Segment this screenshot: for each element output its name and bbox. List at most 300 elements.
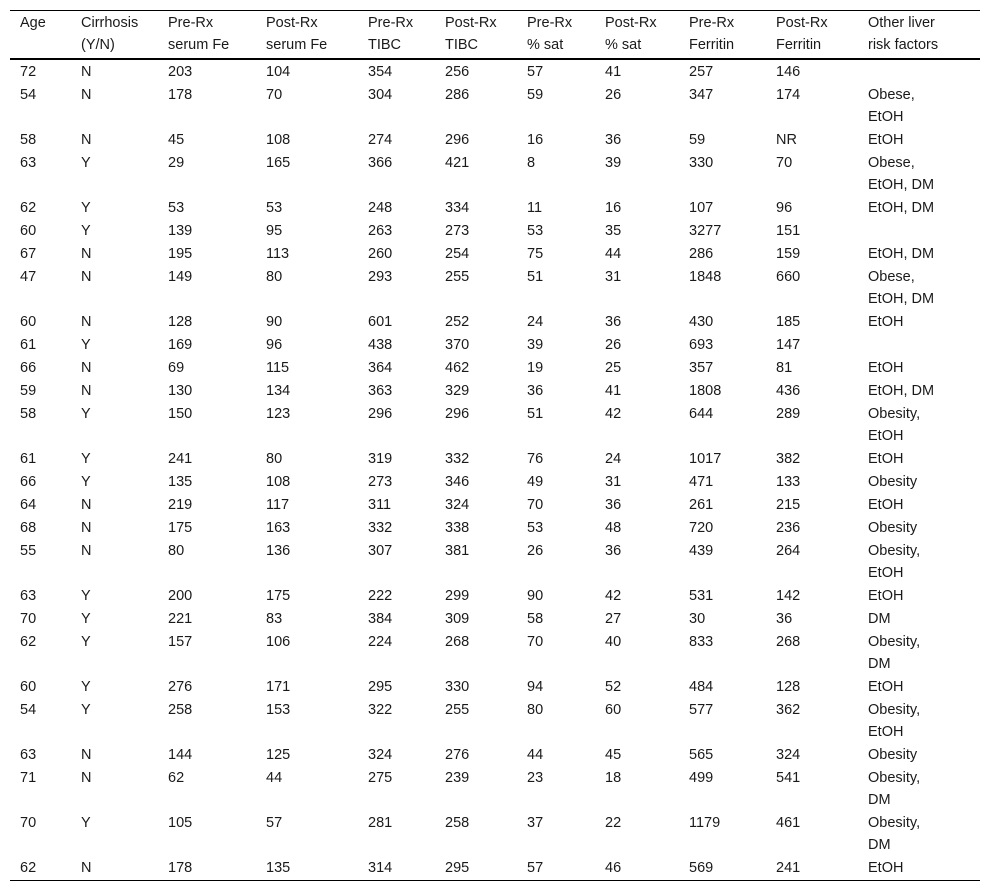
cell-line: DM bbox=[868, 837, 891, 853]
cell-pre-rx-ferritin: 577 bbox=[689, 702, 714, 718]
cell-line: EtOH, DM bbox=[868, 246, 935, 262]
column-header-post-rx-sat bbox=[595, 11, 679, 60]
cell-post-rx-ferritin: 362 bbox=[776, 702, 801, 718]
cell-pre-rx-serum-fe: 175 bbox=[168, 520, 193, 536]
cell-line: Obesity, bbox=[868, 634, 921, 650]
cell-cirrhosis: N bbox=[81, 383, 92, 399]
table-row bbox=[10, 380, 980, 403]
cell-post-rx-serum-fe: 123 bbox=[266, 406, 291, 422]
cell-cirrhosis: Y bbox=[81, 588, 91, 604]
patient-iron-table bbox=[10, 10, 980, 881]
cell-line: EtOH bbox=[868, 588, 904, 604]
table-row bbox=[10, 494, 980, 517]
cell-line: Obesity bbox=[868, 520, 918, 536]
cell-post-rx-serum-fe: 153 bbox=[266, 702, 291, 718]
table-row bbox=[10, 220, 980, 243]
cell-age: 59 bbox=[20, 383, 37, 399]
column-header-line: Post-Rx bbox=[266, 15, 318, 31]
cell-pre-rx-sat: 94 bbox=[527, 679, 544, 695]
cell-other-liver-risk-factors bbox=[858, 197, 980, 220]
cell-post-rx-serum-fe: 134 bbox=[266, 383, 291, 399]
cell-pre-rx-tibc: 296 bbox=[368, 406, 393, 422]
cell-other-liver-risk-factors bbox=[858, 357, 980, 380]
cell-post-rx-serum-fe: 90 bbox=[266, 314, 283, 330]
cell-line: Obese, bbox=[868, 155, 915, 171]
cell-pre-rx-tibc: 293 bbox=[368, 269, 393, 285]
cell-pre-rx-ferritin: 330 bbox=[689, 155, 714, 171]
table-row bbox=[10, 767, 980, 812]
cell-post-rx-tibc: 324 bbox=[445, 497, 470, 513]
cell-pre-rx-ferritin: 357 bbox=[689, 360, 714, 376]
cell-other-liver-risk-factors bbox=[858, 494, 980, 517]
cell-post-rx-tibc: 421 bbox=[445, 155, 470, 171]
cell-post-rx-sat: 44 bbox=[605, 246, 622, 262]
cell-line: EtOH, DM bbox=[868, 383, 935, 399]
cell-other-liver-risk-factors bbox=[858, 243, 980, 266]
cell-post-rx-sat: 42 bbox=[605, 406, 622, 422]
cell-post-rx-serum-fe: 117 bbox=[266, 497, 290, 513]
cell-post-rx-ferritin: NR bbox=[776, 132, 797, 148]
cell-post-rx-tibc: 381 bbox=[445, 543, 470, 559]
cell-post-rx-ferritin: 268 bbox=[776, 634, 801, 650]
cell-cirrhosis: Y bbox=[81, 815, 91, 831]
column-header-line: Post-Rx bbox=[445, 15, 497, 31]
cell-post-rx-sat: 35 bbox=[605, 223, 622, 239]
cell-pre-rx-sat: 37 bbox=[527, 815, 544, 831]
cell-pre-rx-serum-fe: 45 bbox=[168, 132, 185, 148]
cell-post-rx-tibc: 255 bbox=[445, 702, 470, 718]
cell-pre-rx-sat: 11 bbox=[527, 200, 543, 216]
cell-post-rx-ferritin: 81 bbox=[776, 360, 793, 376]
cell-other-liver-risk-factors bbox=[858, 744, 980, 767]
cell-age: 61 bbox=[20, 451, 37, 467]
table-row bbox=[10, 84, 980, 129]
table-row bbox=[10, 744, 980, 767]
column-header-post-rx-tibc bbox=[435, 11, 517, 60]
cell-pre-rx-ferritin: 833 bbox=[689, 634, 714, 650]
cell-pre-rx-ferritin: 261 bbox=[689, 497, 714, 513]
cell-pre-rx-sat: 76 bbox=[527, 451, 544, 467]
cell-pre-rx-ferritin: 439 bbox=[689, 543, 714, 559]
cell-age: 60 bbox=[20, 679, 37, 695]
cell-pre-rx-serum-fe: 195 bbox=[168, 246, 193, 262]
table-row bbox=[10, 857, 980, 881]
cell-post-rx-serum-fe: 57 bbox=[266, 815, 283, 831]
cell-pre-rx-tibc: 275 bbox=[368, 770, 393, 786]
cell-other-liver-risk-factors bbox=[858, 84, 980, 129]
cell-pre-rx-serum-fe: 178 bbox=[168, 87, 193, 103]
cell-age: 47 bbox=[20, 269, 37, 285]
cell-pre-rx-sat: 80 bbox=[527, 702, 544, 718]
cell-line: Obesity bbox=[868, 747, 918, 763]
cell-line: Obese, bbox=[868, 269, 915, 285]
cell-post-rx-tibc: 254 bbox=[445, 246, 470, 262]
cell-cirrhosis: N bbox=[81, 747, 92, 763]
cell-pre-rx-ferritin: 107 bbox=[689, 200, 714, 216]
cell-line: Obese, bbox=[868, 87, 915, 103]
cell-pre-rx-ferritin: 347 bbox=[689, 87, 714, 103]
column-header-cirrhosis bbox=[71, 11, 158, 60]
cell-pre-rx-ferritin: 471 bbox=[689, 474, 714, 490]
column-header-pre-rx-sat bbox=[517, 11, 595, 60]
cell-pre-rx-ferritin: 3277 bbox=[689, 223, 722, 239]
cell-post-rx-tibc: 299 bbox=[445, 588, 470, 604]
cell-pre-rx-serum-fe: 221 bbox=[168, 611, 193, 627]
cell-post-rx-ferritin: 236 bbox=[776, 520, 801, 536]
cell-pre-rx-serum-fe: 29 bbox=[168, 155, 185, 171]
cell-line: EtOH bbox=[868, 565, 904, 581]
cell-line: EtOH bbox=[868, 860, 904, 876]
cell-pre-rx-tibc: 384 bbox=[368, 611, 393, 627]
cell-pre-rx-sat: 51 bbox=[527, 269, 544, 285]
cell-line: Obesity, bbox=[868, 543, 921, 559]
cell-pre-rx-sat: 53 bbox=[527, 223, 544, 239]
cell-post-rx-sat: 45 bbox=[605, 747, 622, 763]
cell-pre-rx-tibc: 224 bbox=[368, 634, 393, 650]
cell-pre-rx-tibc: 319 bbox=[368, 451, 393, 467]
cell-pre-rx-ferritin: 430 bbox=[689, 314, 714, 330]
cell-post-rx-ferritin: 324 bbox=[776, 747, 801, 763]
cell-post-rx-ferritin: 142 bbox=[776, 588, 801, 604]
cell-age: 66 bbox=[20, 474, 37, 490]
cell-pre-rx-tibc: 273 bbox=[368, 474, 393, 490]
cell-post-rx-ferritin: 146 bbox=[776, 64, 801, 80]
table-row bbox=[10, 197, 980, 220]
cell-pre-rx-tibc: 304 bbox=[368, 87, 393, 103]
cell-post-rx-ferritin: 382 bbox=[776, 451, 801, 467]
column-header-line: Pre-Rx bbox=[168, 15, 214, 31]
cell-post-rx-sat: 39 bbox=[605, 155, 622, 171]
cell-line: Obesity, bbox=[868, 770, 921, 786]
cell-age: 62 bbox=[20, 634, 37, 650]
cell-line: EtOH bbox=[868, 428, 904, 444]
cell-age: 70 bbox=[20, 815, 37, 831]
cell-pre-rx-tibc: 366 bbox=[368, 155, 393, 171]
cell-pre-rx-serum-fe: 144 bbox=[168, 747, 193, 763]
cell-other-liver-risk-factors bbox=[858, 448, 980, 471]
cell-post-rx-tibc: 330 bbox=[445, 679, 470, 695]
cell-post-rx-ferritin: 660 bbox=[776, 269, 801, 285]
cell-line: EtOH, DM bbox=[868, 177, 935, 193]
cell-pre-rx-tibc: 363 bbox=[368, 383, 393, 399]
cell-age: 66 bbox=[20, 360, 37, 376]
cell-other-liver-risk-factors bbox=[858, 767, 980, 812]
column-header-post-rx-serum-fe bbox=[256, 11, 358, 60]
cell-line: EtOH bbox=[868, 724, 904, 740]
cell-post-rx-serum-fe: 83 bbox=[266, 611, 283, 627]
cell-pre-rx-sat: 57 bbox=[527, 64, 544, 80]
cell-post-rx-sat: 22 bbox=[605, 815, 622, 831]
cell-post-rx-sat: 31 bbox=[605, 269, 622, 285]
table-row bbox=[10, 517, 980, 540]
table-header bbox=[10, 11, 980, 60]
cell-pre-rx-sat: 26 bbox=[527, 543, 544, 559]
cell-pre-rx-serum-fe: 241 bbox=[168, 451, 193, 467]
cell-cirrhosis: N bbox=[81, 132, 92, 148]
cell-post-rx-ferritin: 436 bbox=[776, 383, 801, 399]
column-header-pre-rx-ferritin bbox=[679, 11, 766, 60]
cell-line: EtOH bbox=[868, 497, 904, 513]
cell-post-rx-serum-fe: 135 bbox=[266, 860, 291, 876]
cell-post-rx-sat: 36 bbox=[605, 543, 622, 559]
cell-post-rx-ferritin: 128 bbox=[776, 679, 801, 695]
column-header-line: Pre-Rx bbox=[689, 15, 735, 31]
cell-post-rx-sat: 36 bbox=[605, 132, 622, 148]
cell-post-rx-ferritin: 151 bbox=[776, 223, 801, 239]
cell-post-rx-tibc: 338 bbox=[445, 520, 470, 536]
cell-other-liver-risk-factors bbox=[858, 152, 980, 197]
cell-pre-rx-tibc: 438 bbox=[368, 337, 393, 353]
cell-other-liver-risk-factors bbox=[858, 585, 980, 608]
cell-pre-rx-ferritin: 644 bbox=[689, 406, 714, 422]
cell-pre-rx-serum-fe: 200 bbox=[168, 588, 193, 604]
table-row bbox=[10, 699, 980, 744]
cell-cirrhosis: Y bbox=[81, 679, 91, 695]
cell-pre-rx-sat: 8 bbox=[527, 155, 536, 171]
cell-post-rx-sat: 36 bbox=[605, 314, 622, 330]
column-header-line: Post-Rx bbox=[605, 15, 657, 31]
cell-pre-rx-tibc: 274 bbox=[368, 132, 393, 148]
column-header-line: % sat bbox=[605, 37, 642, 53]
cell-other-liver-risk-factors bbox=[858, 540, 980, 585]
column-header-line: TIBC bbox=[445, 37, 479, 53]
cell-post-rx-sat: 52 bbox=[605, 679, 622, 695]
cell-age: 63 bbox=[20, 747, 37, 763]
cell-post-rx-tibc: 295 bbox=[445, 860, 470, 876]
cell-post-rx-ferritin: 289 bbox=[776, 406, 801, 422]
cell-cirrhosis: N bbox=[81, 543, 92, 559]
cell-cirrhosis: Y bbox=[81, 451, 91, 467]
cell-other-liver-risk-factors bbox=[858, 517, 980, 540]
cell-cirrhosis: Y bbox=[81, 337, 91, 353]
cell-cirrhosis: Y bbox=[81, 155, 91, 171]
cell-other-liver-risk-factors bbox=[858, 380, 980, 403]
cell-line: EtOH bbox=[868, 679, 904, 695]
cell-cirrhosis: N bbox=[81, 246, 92, 262]
cell-pre-rx-ferritin: 569 bbox=[689, 860, 714, 876]
cell-line: Obesity, bbox=[868, 702, 921, 718]
cell-age: 60 bbox=[20, 314, 37, 330]
cell-pre-rx-sat: 70 bbox=[527, 497, 544, 513]
cell-pre-rx-ferritin: 286 bbox=[689, 246, 714, 262]
cell-post-rx-serum-fe: 108 bbox=[266, 132, 291, 148]
cell-pre-rx-tibc: 295 bbox=[368, 679, 393, 695]
cell-cirrhosis: Y bbox=[81, 223, 91, 239]
cell-pre-rx-ferritin: 720 bbox=[689, 520, 714, 536]
cell-pre-rx-sat: 70 bbox=[527, 634, 544, 650]
cell-pre-rx-sat: 53 bbox=[527, 520, 544, 536]
cell-pre-rx-serum-fe: 69 bbox=[168, 360, 185, 376]
cell-pre-rx-sat: 58 bbox=[527, 611, 544, 627]
cell-pre-rx-sat: 49 bbox=[527, 474, 544, 490]
cell-pre-rx-serum-fe: 53 bbox=[168, 200, 185, 216]
cell-age: 63 bbox=[20, 155, 37, 171]
cell-other-liver-risk-factors bbox=[858, 608, 980, 631]
cell-pre-rx-sat: 59 bbox=[527, 87, 544, 103]
column-header-line: Other liver bbox=[868, 15, 935, 31]
cell-post-rx-serum-fe: 136 bbox=[266, 543, 291, 559]
cell-post-rx-ferritin: 174 bbox=[776, 87, 801, 103]
cell-post-rx-serum-fe: 95 bbox=[266, 223, 283, 239]
cell-age: 60 bbox=[20, 223, 37, 239]
cell-pre-rx-sat: 19 bbox=[527, 360, 544, 376]
cell-post-rx-tibc: 252 bbox=[445, 314, 470, 330]
column-header-line: Ferritin bbox=[689, 37, 735, 53]
column-header-line: Age bbox=[20, 15, 46, 31]
cell-pre-rx-tibc: 281 bbox=[368, 815, 393, 831]
cell-post-rx-tibc: 296 bbox=[445, 132, 470, 148]
cell-pre-rx-serum-fe: 149 bbox=[168, 269, 193, 285]
cell-post-rx-sat: 41 bbox=[605, 383, 622, 399]
cell-post-rx-ferritin: 36 bbox=[776, 611, 793, 627]
cell-post-rx-ferritin: 147 bbox=[776, 337, 801, 353]
cell-pre-rx-sat: 44 bbox=[527, 747, 544, 763]
table-row bbox=[10, 243, 980, 266]
cell-post-rx-sat: 27 bbox=[605, 611, 622, 627]
cell-post-rx-ferritin: 70 bbox=[776, 155, 793, 171]
cell-post-rx-sat: 24 bbox=[605, 451, 622, 467]
table-row bbox=[10, 334, 980, 357]
cell-pre-rx-ferritin: 565 bbox=[689, 747, 714, 763]
cell-pre-rx-ferritin: 1808 bbox=[689, 383, 722, 399]
cell-post-rx-tibc: 296 bbox=[445, 406, 470, 422]
cell-pre-rx-ferritin: 1848 bbox=[689, 269, 722, 285]
cell-post-rx-serum-fe: 175 bbox=[266, 588, 291, 604]
cell-post-rx-sat: 41 bbox=[605, 64, 622, 80]
cell-other-liver-risk-factors bbox=[858, 266, 980, 311]
cell-line: DM bbox=[868, 656, 891, 672]
table-row bbox=[10, 266, 980, 311]
cell-other-liver-risk-factors bbox=[858, 471, 980, 494]
cell-cirrhosis: N bbox=[81, 497, 92, 513]
cell-pre-rx-tibc: 263 bbox=[368, 223, 393, 239]
cell-cirrhosis: N bbox=[81, 269, 92, 285]
cell-pre-rx-tibc: 248 bbox=[368, 200, 393, 216]
cell-post-rx-serum-fe: 104 bbox=[266, 64, 291, 80]
column-header-line: Cirrhosis bbox=[81, 15, 139, 31]
cell-pre-rx-ferritin: 1017 bbox=[689, 451, 722, 467]
cell-other-liver-risk-factors bbox=[858, 631, 980, 676]
cell-age: 70 bbox=[20, 611, 37, 627]
cell-pre-rx-sat: 51 bbox=[527, 406, 544, 422]
cell-post-rx-sat: 16 bbox=[605, 200, 622, 216]
cell-cirrhosis: Y bbox=[81, 406, 91, 422]
cell-pre-rx-serum-fe: 203 bbox=[168, 64, 193, 80]
cell-other-liver-risk-factors bbox=[858, 812, 980, 857]
column-header-other-liver-risk-factors bbox=[858, 11, 980, 60]
cell-pre-rx-tibc: 364 bbox=[368, 360, 393, 376]
cell-cirrhosis: Y bbox=[81, 702, 91, 718]
cell-pre-rx-ferritin: 484 bbox=[689, 679, 714, 695]
cell-pre-rx-sat: 36 bbox=[527, 383, 544, 399]
cell-post-rx-serum-fe: 171 bbox=[266, 679, 291, 695]
cell-other-liver-risk-factors bbox=[858, 220, 980, 243]
cell-pre-rx-sat: 39 bbox=[527, 337, 544, 353]
cell-post-rx-serum-fe: 70 bbox=[266, 87, 283, 103]
cell-pre-rx-serum-fe: 178 bbox=[168, 860, 193, 876]
cell-post-rx-serum-fe: 165 bbox=[266, 155, 291, 171]
cell-pre-rx-tibc: 260 bbox=[368, 246, 393, 262]
cell-post-rx-tibc: 332 bbox=[445, 451, 470, 467]
cell-pre-rx-sat: 16 bbox=[527, 132, 544, 148]
table-row bbox=[10, 152, 980, 197]
cell-post-rx-tibc: 273 bbox=[445, 223, 470, 239]
table-body bbox=[10, 59, 980, 881]
cell-post-rx-sat: 31 bbox=[605, 474, 622, 490]
cell-other-liver-risk-factors bbox=[858, 311, 980, 334]
cell-post-rx-ferritin: 241 bbox=[776, 860, 801, 876]
data-table-container bbox=[10, 10, 980, 881]
column-header-line: TIBC bbox=[368, 37, 402, 53]
cell-post-rx-sat: 60 bbox=[605, 702, 622, 718]
cell-post-rx-tibc: 329 bbox=[445, 383, 470, 399]
table-row bbox=[10, 357, 980, 380]
cell-pre-rx-tibc: 222 bbox=[368, 588, 393, 604]
cell-pre-rx-tibc: 601 bbox=[368, 314, 393, 330]
cell-post-rx-ferritin: 215 bbox=[776, 497, 801, 513]
cell-post-rx-tibc: 462 bbox=[445, 360, 470, 376]
cell-pre-rx-tibc: 354 bbox=[368, 64, 393, 80]
cell-post-rx-serum-fe: 80 bbox=[266, 269, 283, 285]
cell-cirrhosis: N bbox=[81, 770, 92, 786]
cell-line: Obesity bbox=[868, 474, 918, 490]
cell-post-rx-ferritin: 185 bbox=[776, 314, 801, 330]
cell-pre-rx-tibc: 332 bbox=[368, 520, 393, 536]
table-row bbox=[10, 403, 980, 448]
cell-post-rx-sat: 25 bbox=[605, 360, 622, 376]
cell-post-rx-tibc: 258 bbox=[445, 815, 470, 831]
column-header-line: Ferritin bbox=[776, 37, 822, 53]
cell-age: 61 bbox=[20, 337, 37, 353]
cell-pre-rx-tibc: 314 bbox=[368, 860, 393, 876]
cell-age: 62 bbox=[20, 200, 37, 216]
table-row bbox=[10, 608, 980, 631]
cell-age: 71 bbox=[20, 770, 37, 786]
column-header-line: Pre-Rx bbox=[368, 15, 414, 31]
cell-post-rx-ferritin: 264 bbox=[776, 543, 801, 559]
cell-post-rx-sat: 46 bbox=[605, 860, 622, 876]
cell-line: EtOH, DM bbox=[868, 200, 935, 216]
cell-other-liver-risk-factors bbox=[858, 129, 980, 152]
cell-other-liver-risk-factors bbox=[858, 403, 980, 448]
cell-pre-rx-serum-fe: 150 bbox=[168, 406, 193, 422]
cell-cirrhosis: N bbox=[81, 520, 92, 536]
cell-post-rx-serum-fe: 125 bbox=[266, 747, 291, 763]
cell-cirrhosis: Y bbox=[81, 200, 91, 216]
cell-pre-rx-tibc: 324 bbox=[368, 747, 393, 763]
cell-age: 64 bbox=[20, 497, 37, 513]
cell-post-rx-tibc: 255 bbox=[445, 269, 470, 285]
cell-post-rx-sat: 26 bbox=[605, 87, 622, 103]
cell-line: DM bbox=[868, 611, 891, 627]
cell-pre-rx-serum-fe: 135 bbox=[168, 474, 193, 490]
cell-line: Obesity, bbox=[868, 406, 921, 422]
table-row bbox=[10, 311, 980, 334]
cell-other-liver-risk-factors bbox=[858, 59, 980, 84]
cell-pre-rx-ferritin: 693 bbox=[689, 337, 714, 353]
column-header-line: serum Fe bbox=[266, 37, 328, 53]
cell-pre-rx-ferritin: 59 bbox=[689, 132, 706, 148]
column-header-line: (Y/N) bbox=[81, 37, 115, 53]
cell-pre-rx-tibc: 322 bbox=[368, 702, 393, 718]
cell-post-rx-sat: 42 bbox=[605, 588, 622, 604]
cell-post-rx-sat: 36 bbox=[605, 497, 622, 513]
column-header-line: Post-Rx bbox=[776, 15, 828, 31]
cell-pre-rx-tibc: 311 bbox=[368, 497, 392, 513]
table-row bbox=[10, 812, 980, 857]
column-header-line: serum Fe bbox=[168, 37, 230, 53]
cell-line: EtOH bbox=[868, 360, 904, 376]
